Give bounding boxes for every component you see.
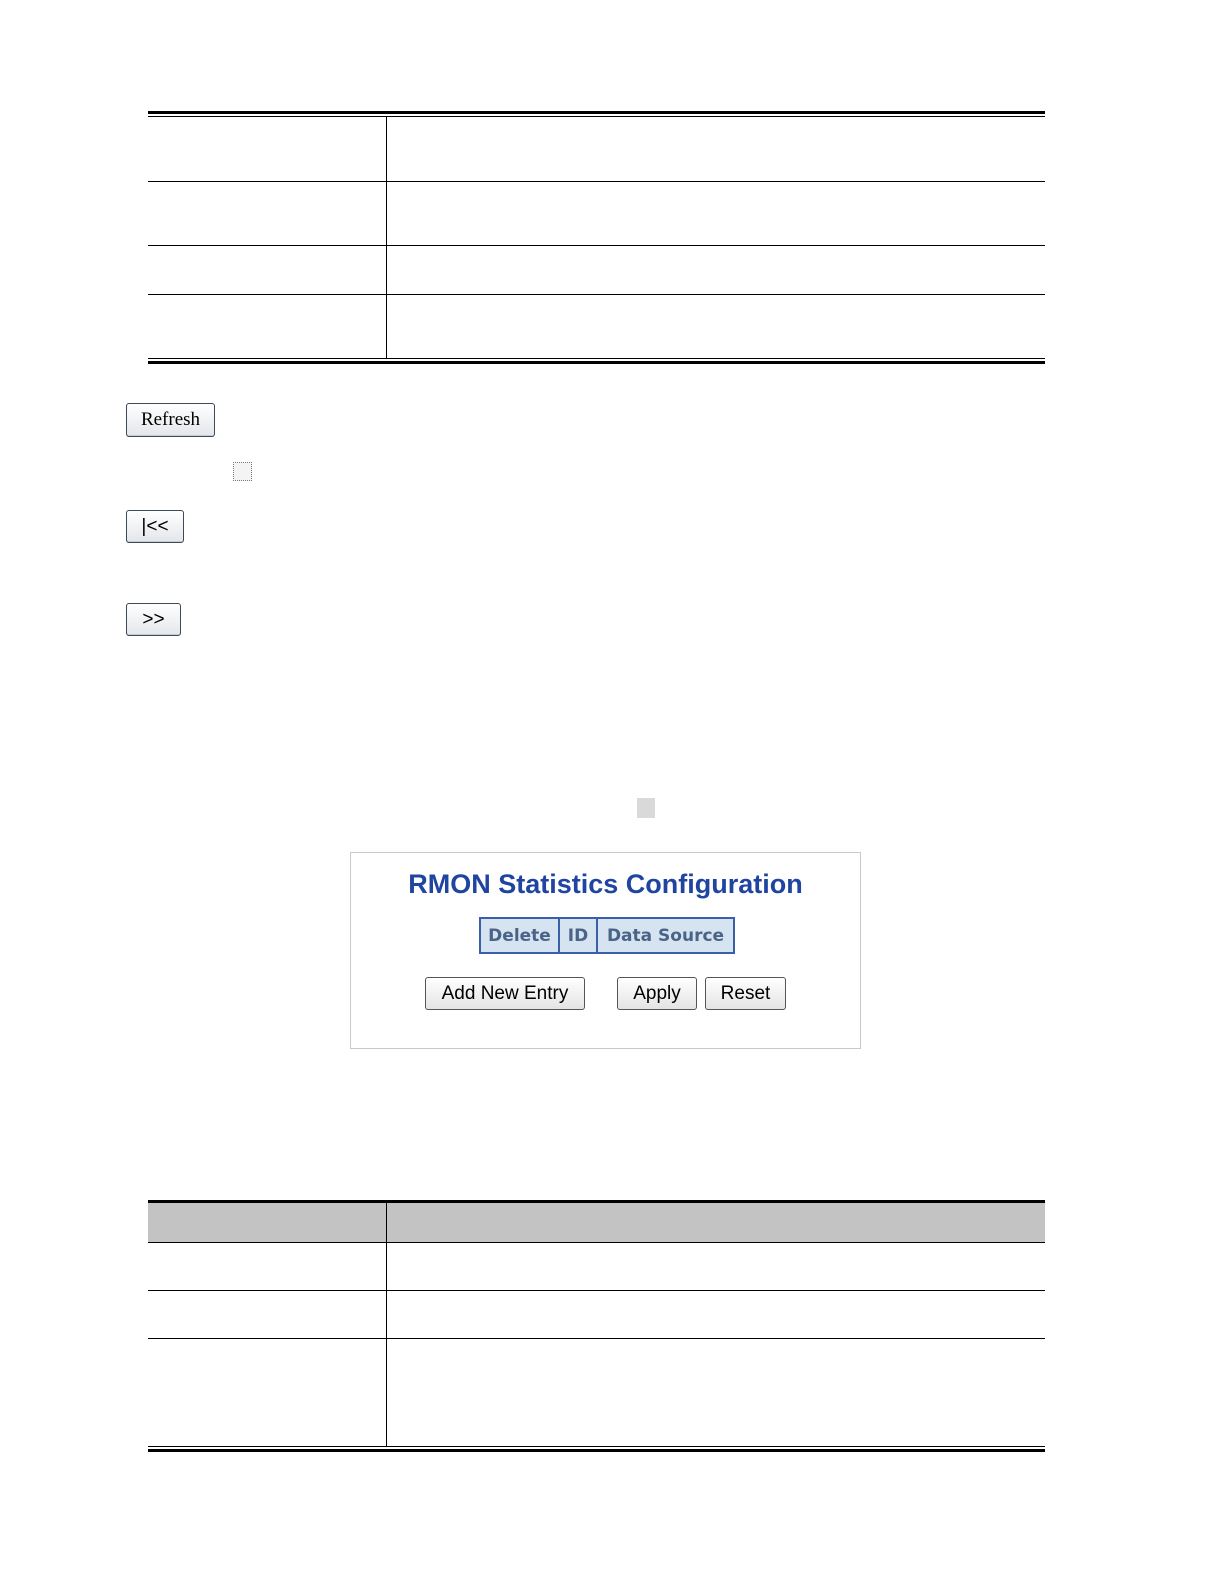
reset-button[interactable]: Reset: [705, 977, 786, 1010]
apply-button[interactable]: Apply: [617, 977, 697, 1010]
table-cell-description: [387, 1291, 1045, 1338]
table-cell-description: [387, 1243, 1045, 1290]
table-bottom-rule: [148, 358, 1045, 364]
description-table-bottom: [148, 1200, 1045, 1452]
table-cell-label: [148, 117, 387, 181]
redacted-placeholder: [637, 798, 655, 818]
next-page-button[interactable]: >>: [126, 603, 181, 636]
statistics-table-header: [479, 917, 735, 954]
table-header-row: [148, 1200, 1045, 1243]
table-row: [148, 1291, 1045, 1339]
table-cell-label: [148, 182, 387, 245]
description-table-top: [148, 111, 1045, 364]
column-header-delete: Delete: [481, 919, 560, 952]
first-page-button[interactable]: |<<: [126, 510, 184, 543]
refresh-button[interactable]: Refresh: [126, 403, 215, 437]
table-row: [148, 1243, 1045, 1291]
add-new-entry-button[interactable]: Add New Entry: [425, 977, 585, 1010]
table-cell-description: [387, 117, 1045, 181]
table-bottom-rule: [148, 1446, 1045, 1452]
rmon-statistics-panel: [350, 852, 861, 1049]
table-header-object: [148, 1203, 387, 1242]
auto-refresh-checkbox[interactable]: [233, 462, 252, 481]
table-cell-description: [387, 295, 1045, 358]
table-cell-description: [387, 1339, 1045, 1446]
table-header-description: [387, 1203, 1045, 1242]
table-row: [148, 1339, 1045, 1446]
table-row: [148, 295, 1045, 358]
table-row: [148, 246, 1045, 295]
table-cell-description: [387, 246, 1045, 294]
table-cell-label: [148, 246, 387, 294]
column-header-data-source: Data Source: [606, 925, 725, 946]
table-cell-label: [148, 1339, 387, 1446]
table-row: [148, 182, 1045, 246]
column-header-id: ID: [560, 919, 598, 952]
table-cell-label: [148, 1243, 387, 1290]
table-cell-label: [148, 1291, 387, 1338]
table-row: [148, 117, 1045, 182]
table-cell-label: [148, 295, 387, 358]
page-title: RMON Statistics Configuration: [408, 869, 803, 899]
table-cell-description: [387, 182, 1045, 245]
